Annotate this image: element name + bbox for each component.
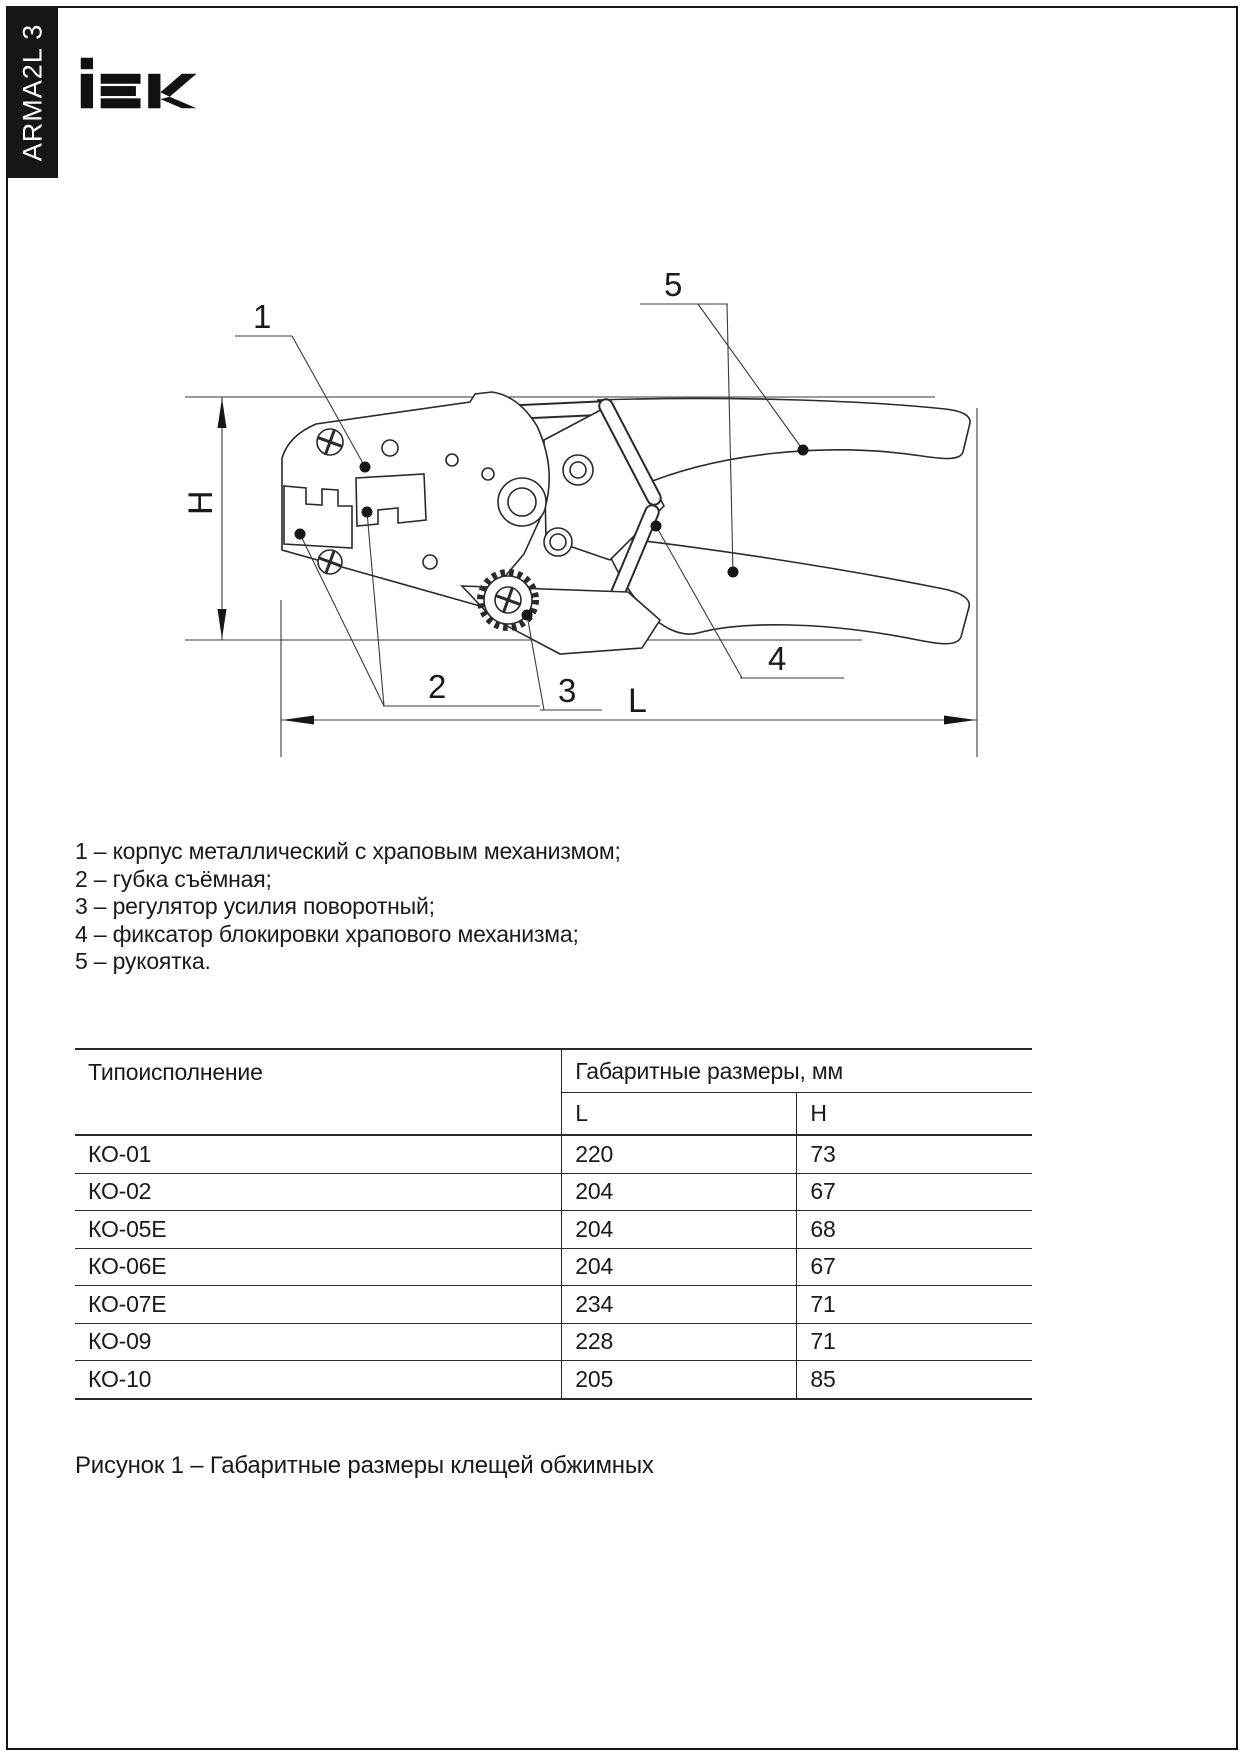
cell-l: 205: [562, 1361, 797, 1399]
cell-l: 204: [562, 1248, 797, 1286]
table-header-row-1: [75, 1049, 1032, 1093]
lower-handle: [602, 536, 969, 644]
callout-4-label: 4: [768, 640, 787, 677]
h-arrow-up: [218, 398, 227, 428]
cell-l: 234: [562, 1286, 797, 1324]
cell-l: 220: [562, 1135, 797, 1173]
callout-2-dot-a: [295, 529, 306, 540]
callout-5-dot-a: [798, 445, 809, 456]
col-header-h: H: [797, 1093, 1032, 1136]
l-arrow-right: [944, 716, 976, 725]
callout-2-label: 2: [428, 668, 447, 705]
upper-handle: [598, 398, 970, 486]
crimping-tool-diagram: [170, 250, 1000, 770]
cell-type: КО-05Е: [75, 1211, 562, 1249]
cell-h: 71: [797, 1323, 1032, 1361]
figure-drawing: [170, 250, 1000, 770]
table-row: [75, 1323, 1032, 1361]
legend-item-1: 1 – корпус металлический с храповым механизмом;: [75, 838, 621, 864]
col-header-l: L: [562, 1093, 797, 1136]
h-arrow-down: [218, 609, 227, 639]
sidebar-tab: [7, 7, 58, 178]
col-header-group: Габаритные размеры, мм: [562, 1049, 1032, 1093]
cell-type: КО-07Е: [75, 1286, 562, 1324]
callout-3-label: 3: [558, 672, 577, 709]
cell-type: КО-02: [75, 1173, 562, 1211]
callout-1-label: 1: [253, 298, 272, 335]
body-hole-1: [382, 440, 398, 456]
cell-l: 228: [562, 1323, 797, 1361]
cell-h: 67: [797, 1248, 1032, 1286]
callout-4-dot: [651, 521, 662, 532]
cell-h: 68: [797, 1211, 1032, 1249]
table-row: [75, 1211, 1032, 1249]
cell-h: 85: [797, 1361, 1032, 1399]
cell-l: 204: [562, 1173, 797, 1211]
body-hole-4: [423, 555, 437, 569]
legend-item-3: 3 – регулятор усилия поворотный;: [75, 893, 435, 919]
table-row: [75, 1248, 1032, 1286]
callout-5-dot-b: [728, 567, 739, 578]
figure-caption: Рисунок 1 – Габаритные размеры клещей обжимных: [75, 1452, 654, 1479]
cell-l: 204: [562, 1211, 797, 1249]
body-hole-2: [446, 454, 458, 466]
pivot-rivet-upper-inner: [570, 462, 586, 478]
callout-3-dot: [522, 610, 533, 621]
cell-h: 73: [797, 1135, 1032, 1173]
pivot-rivet-lower-inner: [550, 534, 566, 550]
legend-item-4: 4 – фиксатор блокировки храпового механизма;: [75, 920, 579, 947]
table-row: [75, 1286, 1032, 1324]
legend-item-2: 2 – губка съёмная;: [75, 865, 272, 892]
cell-h: 71: [797, 1286, 1032, 1324]
l-arrow-left: [282, 716, 314, 725]
cell-type: КО-01: [75, 1135, 562, 1173]
col-header-type: Типоисполнение: [75, 1049, 562, 1135]
table-row: [75, 1173, 1032, 1211]
legend-item-5: 5 – рукоятка.: [75, 948, 211, 974]
sidebar-tab-label: ARMA2L 3: [17, 23, 47, 162]
dim-h-label: H: [182, 490, 220, 515]
cell-type: КО-10: [75, 1361, 562, 1399]
main-pivot-inner: [508, 488, 536, 516]
table-row: [75, 1135, 1032, 1173]
cell-type: КО-06Е: [75, 1248, 562, 1286]
iek-logo: [80, 56, 198, 110]
dim-l-label: L: [628, 682, 647, 720]
callout-1-dot: [360, 462, 371, 473]
dimensions-table: [75, 1048, 1032, 1400]
callout-2-dot-b: [362, 507, 373, 518]
cell-h: 67: [797, 1173, 1032, 1211]
body-hole-3: [482, 468, 494, 480]
cell-type: КО-09: [75, 1323, 562, 1361]
table-row: [75, 1361, 1032, 1399]
callout-5-label: 5: [664, 266, 683, 303]
legend-list: [75, 838, 775, 976]
